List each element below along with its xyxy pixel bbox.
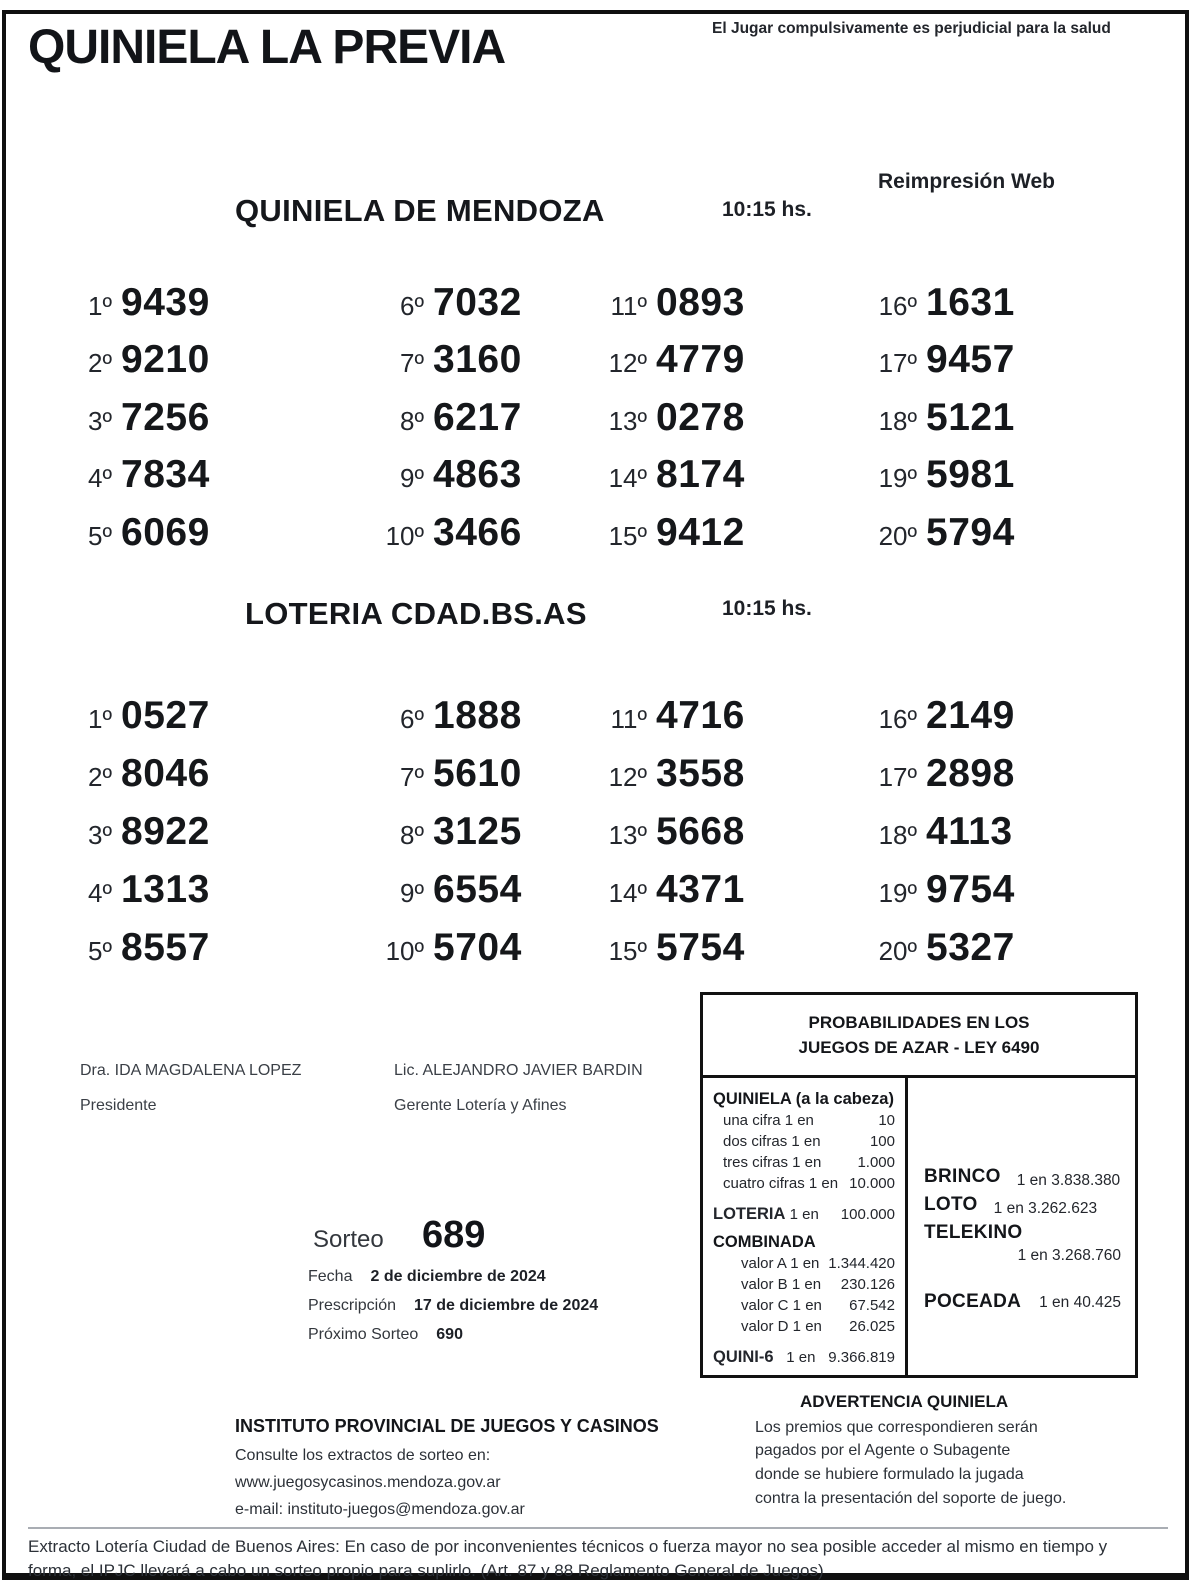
combinada-probability-rows <box>713 1253 895 1337</box>
fecha-value: 2 de diciembre de 2024 <box>370 1268 546 1285</box>
proximo-sorteo-value: 690 <box>436 1326 463 1343</box>
result-number: 9754 <box>926 868 1015 911</box>
loteria-label: LOTERIA <box>713 1205 786 1223</box>
draw-time-mendoza: 10:15 hs. <box>722 198 812 221</box>
signature-role: Gerente Lotería y Afines <box>394 1097 567 1114</box>
game-loto <box>924 1194 1121 1216</box>
result-number: 4863 <box>433 453 522 497</box>
signature-name: Dra. IDA MAGDALENA LOPEZ <box>80 1062 302 1079</box>
result-number: 3558 <box>656 752 745 795</box>
advertencia-line: donde se hubiere formulado la jugada <box>755 1466 1024 1483</box>
result-cell <box>62 281 374 338</box>
result-number: 6217 <box>433 395 522 439</box>
result-cell <box>374 281 597 338</box>
quini6-mid: 1 en <box>786 1349 816 1366</box>
result-cell <box>867 752 1102 810</box>
result-position: 11º <box>610 704 647 734</box>
result-cell <box>374 926 597 984</box>
result-number: 6554 <box>433 868 522 911</box>
advertencia-title: ADVERTENCIA QUINIELA <box>800 1392 1009 1411</box>
result-position: 1º <box>88 704 112 734</box>
signature-name: Lic. ALEJANDRO JAVIER BARDIN <box>394 1062 643 1079</box>
result-position: 5º <box>88 936 112 966</box>
result-cell <box>374 453 597 510</box>
signature-role: Presidente <box>80 1097 157 1114</box>
result-cell <box>867 926 1102 984</box>
game-odds: 1 en 40.425 <box>1039 1294 1121 1311</box>
result-number: 5754 <box>656 926 745 969</box>
game-name: BRINCO <box>924 1166 1001 1187</box>
result-position: 3º <box>88 820 112 850</box>
quini6-probability-row <box>713 1347 895 1368</box>
footer-disclaimer-line: Extracto Lotería Ciudad de Buenos Aires: En caso de por inconvenientes técnicos o fuerza mayor no sea posible acceder al mismo en tiempo y <box>28 1537 1108 1556</box>
probability-label: valor A 1 en <box>741 1255 820 1272</box>
result-number: 3125 <box>433 810 522 853</box>
combinada-probability-header: COMBINADA <box>713 1233 816 1251</box>
game-odds: 1 en 3.838.380 <box>1016 1172 1121 1189</box>
loteria-probability-label <box>713 1204 819 1225</box>
result-position: 20º <box>878 520 917 551</box>
result-position: 6º <box>400 291 424 321</box>
result-cell <box>867 281 1102 338</box>
result-number: 5610 <box>433 752 522 795</box>
result-cell <box>62 926 374 984</box>
probability-row <box>713 1295 895 1316</box>
result-number: 5327 <box>926 926 1015 969</box>
result-position: 13º <box>608 820 647 850</box>
probabilities-title-line2: JUEGOS DE AZAR - LEY 6490 <box>798 1038 1040 1057</box>
result-cell <box>62 453 374 510</box>
result-number: 5121 <box>926 395 1015 439</box>
result-position: 14º <box>608 463 647 494</box>
probability-row <box>713 1131 895 1152</box>
result-position: 9º <box>400 463 424 494</box>
result-number: 7032 <box>433 281 522 324</box>
result-number: 4779 <box>656 338 745 382</box>
result-position: 8º <box>400 820 424 850</box>
result-position: 18º <box>878 405 917 436</box>
game-odds: 1 en 3.262.623 <box>993 1200 1098 1217</box>
result-number: 5794 <box>926 510 1015 554</box>
probability-label: dos cifras 1 en <box>723 1133 821 1150</box>
result-position: 16º <box>878 704 917 734</box>
result-cell <box>597 396 867 453</box>
loteria-mid: 1 en <box>789 1206 819 1223</box>
game-telekino <box>924 1222 1121 1265</box>
result-number: 9457 <box>926 338 1015 382</box>
result-number: 9210 <box>121 338 210 382</box>
result-cell <box>62 868 374 926</box>
result-cell <box>62 338 374 395</box>
draw-title-mendoza: QUINIELA DE MENDOZA <box>235 193 605 228</box>
result-position: 19º <box>878 878 917 908</box>
probability-row <box>713 1316 895 1337</box>
result-number: 7256 <box>121 395 210 439</box>
prescripcion-label: Prescripción <box>308 1297 397 1314</box>
probability-label: valor B 1 en <box>741 1276 822 1293</box>
result-cell <box>867 511 1102 568</box>
result-position: 10º <box>385 520 424 551</box>
probability-row <box>713 1173 895 1194</box>
result-position: 3º <box>88 405 112 436</box>
probability-value: 230.126 <box>840 1276 895 1293</box>
result-cell <box>867 694 1102 752</box>
result-cell <box>867 868 1102 926</box>
advertencia-line: Los premios que correspondieren serán <box>755 1419 1038 1436</box>
instituto-consulte-line: Consulte los extractos de sorteo en: <box>235 1447 491 1464</box>
footer-disclaimer-line: forma, el IPJC llevará a cabo un sorteo propio para suplirlo. (Art. 87 y 88 Reglamento General de Juegos) <box>28 1561 824 1580</box>
footer-divider <box>28 1527 1168 1529</box>
result-cell <box>374 694 597 752</box>
game-poceada <box>924 1291 1121 1313</box>
probability-value: 10.000 <box>849 1175 895 1192</box>
result-cell <box>867 338 1102 395</box>
result-position: 19º <box>878 463 917 494</box>
result-cell <box>374 752 597 810</box>
result-number: 2898 <box>926 752 1015 795</box>
result-cell <box>597 810 867 868</box>
result-position: 15º <box>608 520 647 551</box>
loteria-probability-row <box>713 1204 895 1225</box>
health-warning-text: El Jugar compulsivamente es perjudicial para la salud <box>712 20 1111 37</box>
result-number: 8174 <box>656 453 745 497</box>
game-odds: 1 en 3.268.760 <box>1017 1247 1121 1264</box>
game-brinco <box>924 1166 1121 1188</box>
result-cell <box>374 810 597 868</box>
probability-row <box>713 1274 895 1295</box>
result-cell <box>374 338 597 395</box>
result-cell <box>597 511 867 568</box>
probabilities-title <box>703 995 1135 1078</box>
results-grid-mendoza <box>62 281 1102 568</box>
result-cell <box>597 281 867 338</box>
result-number: 2149 <box>926 694 1015 737</box>
proximo-sorteo-label: Próximo Sorteo <box>308 1326 419 1343</box>
fecha-label: Fecha <box>308 1268 353 1285</box>
result-cell <box>597 926 867 984</box>
result-cell <box>867 810 1102 868</box>
game-name: LOTO <box>924 1194 978 1215</box>
result-number: 4113 <box>926 810 1013 853</box>
result-cell <box>62 694 374 752</box>
probability-row <box>713 1253 895 1274</box>
result-number: 7834 <box>121 453 210 497</box>
result-number: 5668 <box>656 810 745 853</box>
prescripcion-value: 17 de diciembre de 2024 <box>414 1297 599 1314</box>
draw-time-bsas: 10:15 hs. <box>722 597 812 620</box>
result-position: 10º <box>385 936 424 966</box>
instituto-name: INSTITUTO PROVINCIAL DE JUEGOS Y CASINOS <box>235 1416 659 1436</box>
probability-value: 100 <box>869 1133 895 1150</box>
result-position: 12º <box>608 762 647 792</box>
result-cell <box>867 396 1102 453</box>
result-number: 8557 <box>121 926 210 969</box>
result-position: 2º <box>88 348 112 379</box>
probability-value: 10 <box>878 1112 895 1129</box>
probability-label: tres cifras 1 en <box>723 1154 822 1171</box>
probability-label: una cifra 1 en <box>723 1112 814 1129</box>
advertencia-line: contra la presentación del soporte de juego. <box>755 1490 1067 1507</box>
result-number: 5981 <box>926 453 1015 497</box>
probabilities-box <box>700 992 1138 1378</box>
result-position: 11º <box>610 291 647 321</box>
probability-label: valor C 1 en <box>741 1297 822 1314</box>
probability-label: cuatro cifras 1 en <box>723 1175 839 1192</box>
result-number: 1631 <box>926 281 1015 324</box>
result-cell <box>597 338 867 395</box>
result-position: 20º <box>878 936 917 966</box>
instituto-email: e-mail: instituto-juegos@mendoza.gov.ar <box>235 1501 525 1518</box>
result-number: 8922 <box>121 810 210 853</box>
result-number: 5704 <box>433 926 522 969</box>
result-position: 13º <box>608 405 647 436</box>
probability-label: valor D 1 en <box>741 1318 822 1335</box>
result-cell <box>867 453 1102 510</box>
quini6-probability-value: 9.366.819 <box>828 1349 895 1366</box>
result-position: 17º <box>878 762 917 792</box>
probability-row <box>713 1110 895 1131</box>
result-cell <box>374 511 597 568</box>
result-position: 5º <box>88 520 112 551</box>
result-cell <box>597 752 867 810</box>
probability-value: 1.344.420 <box>828 1255 895 1272</box>
result-position: 8º <box>400 405 424 436</box>
prescripcion-line <box>308 1297 598 1315</box>
result-cell <box>62 752 374 810</box>
result-position: 6º <box>400 704 424 734</box>
probability-value: 67.542 <box>849 1297 895 1314</box>
draw-number-label: Sorteo <box>313 1226 384 1253</box>
result-cell <box>374 396 597 453</box>
quini6-label: QUINI-6 <box>713 1348 774 1366</box>
result-number: 9412 <box>656 510 745 554</box>
result-number: 3466 <box>433 510 522 554</box>
advertencia-line: pagados por el Agente o Subagente <box>755 1442 1011 1459</box>
result-cell <box>62 396 374 453</box>
result-number: 4371 <box>656 868 745 911</box>
result-number: 1888 <box>433 694 522 737</box>
probabilities-title-line1: PROBABILIDADES EN LOS <box>808 1013 1030 1032</box>
probabilities-right-column <box>908 1078 1135 1375</box>
result-cell <box>597 453 867 510</box>
result-position: 18º <box>878 820 917 850</box>
reimpresion-label: Reimpresión Web <box>878 170 1055 193</box>
result-position: 2º <box>88 762 112 792</box>
result-cell <box>62 511 374 568</box>
result-number: 9439 <box>121 281 210 324</box>
result-number: 0527 <box>121 694 210 737</box>
fecha-line <box>308 1268 546 1286</box>
probability-value: 1.000 <box>857 1154 895 1171</box>
instituto-website: www.juegosycasinos.mendoza.gov.ar <box>235 1474 501 1491</box>
loteria-probability-value: 100.000 <box>840 1206 895 1223</box>
quiniela-probability-header: QUINIELA (a la cabeza) <box>713 1090 894 1108</box>
quiniela-probability-rows <box>713 1110 895 1194</box>
result-position: 15º <box>608 936 647 966</box>
result-position: 4º <box>88 463 112 494</box>
result-number: 4716 <box>656 694 745 737</box>
draw-number-value: 689 <box>422 1214 486 1256</box>
probability-value: 26.025 <box>849 1318 895 1335</box>
result-position: 12º <box>608 348 647 379</box>
result-cell <box>597 694 867 752</box>
proximo-sorteo-line <box>308 1326 463 1344</box>
probability-row <box>713 1152 895 1173</box>
result-position: 16º <box>878 291 917 321</box>
result-position: 7º <box>400 348 424 379</box>
result-number: 8046 <box>121 752 210 795</box>
result-number: 0278 <box>656 395 745 439</box>
draw-title-bsas: LOTERIA CDAD.BS.AS <box>245 596 587 631</box>
result-position: 4º <box>88 878 112 908</box>
result-number: 0893 <box>656 281 745 324</box>
page-title: QUINIELA LA PREVIA <box>28 21 506 74</box>
result-position: 9º <box>400 878 424 908</box>
result-number: 3160 <box>433 338 522 382</box>
result-cell <box>62 810 374 868</box>
result-position: 7º <box>400 762 424 792</box>
result-cell <box>374 868 597 926</box>
results-grid-bsas <box>62 694 1102 984</box>
game-name: TELEKINO <box>924 1222 1023 1243</box>
result-number: 1313 <box>121 868 210 911</box>
probabilities-left-column <box>703 1078 908 1375</box>
game-name: POCEADA <box>924 1291 1022 1312</box>
result-position: 14º <box>608 878 647 908</box>
result-number: 6069 <box>121 510 210 554</box>
result-position: 17º <box>878 348 917 379</box>
result-cell <box>597 868 867 926</box>
result-position: 1º <box>88 291 112 321</box>
